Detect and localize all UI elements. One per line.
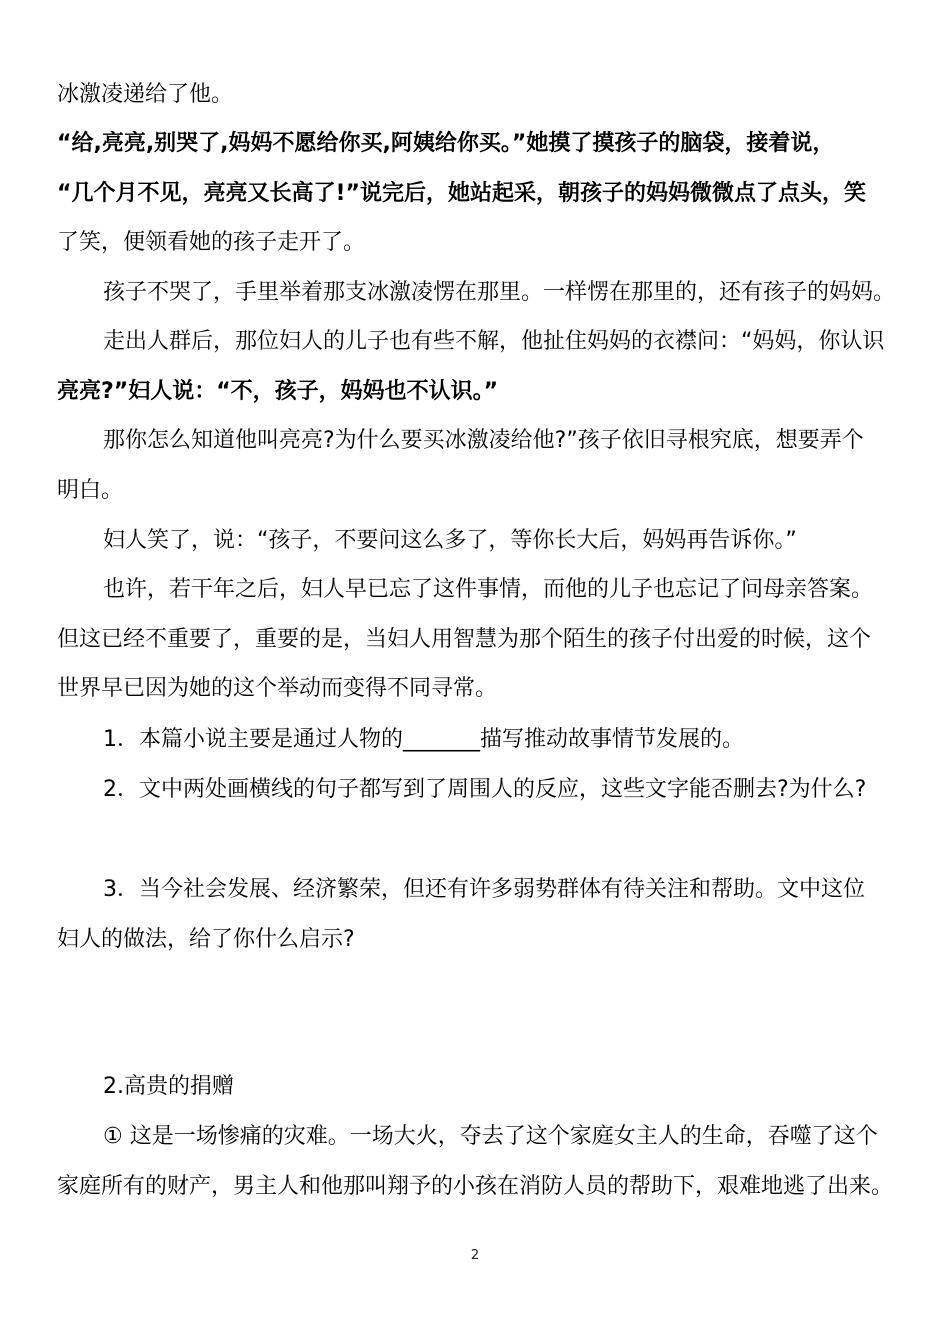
page-number: 2 [470, 1248, 480, 1263]
text-line: 了笑，便领看她的孩子走开了。 [57, 230, 366, 255]
text-line: 那你怎么知道他叫亮亮?为什么要买冰激凌给他?”孩子依旧寻根究底，想要弄个 [103, 428, 864, 453]
question-3: 3．当今社会发展、经济繁荣，但还有许多弱势群体有待关注和帮助。文中这位 [103, 877, 865, 902]
text-line: “给,亮亮,别哭了,妈妈不愿给你买,阿姨给你买。”她摸了摸孩子的脑袋，接着说， [57, 131, 835, 156]
text-line: 世界早已因为她的这个举动而变得不同寻常。 [57, 676, 498, 701]
question-1: 1．本篇小说主要是通过人物的_______描写推动故事情节发展的。 [103, 727, 744, 752]
text-line: 冰激凌递给了他。 [57, 82, 234, 107]
text-line: ① 这是一场惨痛的灾难。一场大火，夺去了这个家庭女主人的生命，吞噬了这个 [103, 1124, 878, 1149]
text-line: 妇人的做法，给了你什么启示? [57, 927, 355, 952]
text-line: 但这已经不重要了，重要的是，当妇人用智慧为那个陌生的孩子付出爱的时候，这个 [57, 627, 872, 652]
text-line: 妇人笑了，说：“孩子，不要问这么多了，等你长大后，妈妈再告诉你。” [103, 528, 797, 553]
text-line: 走出人群后，那位妇人的儿子也有些不解，他扯住妈妈的衣襟问：“妈妈，你认识 [103, 329, 885, 354]
text-line: 明白。 [57, 478, 124, 503]
text-line: “几个月不见，亮亮又长高了!”说完后，她站起采，朝孩子的妈妈微微点了点头，笑 [57, 181, 866, 206]
section-heading: 2.高贵的捐赠 [103, 1074, 234, 1099]
text-line: 亮亮?”妇人说：“不，孩子，妈妈也不认识。” [57, 379, 499, 404]
question-2: 2．文中两处画横线的句子都写到了周围人的反应，这些文字能否删去?为什么? [103, 777, 867, 802]
text-line: 也许，若干年之后，妇人早已忘了这件事情，而他的儿子也忘记了问母亲答案。 [103, 577, 874, 602]
text-line: 家庭所有的财产，男主人和他那叫翔予的小孩在消防人员的帮助下，艰难地逃了出来。 [57, 1174, 894, 1199]
text-line: 孩子不哭了，手里举着那支冰激凌愣在那里。一样愣在那里的，还有孩子的妈妈。 [103, 280, 896, 305]
